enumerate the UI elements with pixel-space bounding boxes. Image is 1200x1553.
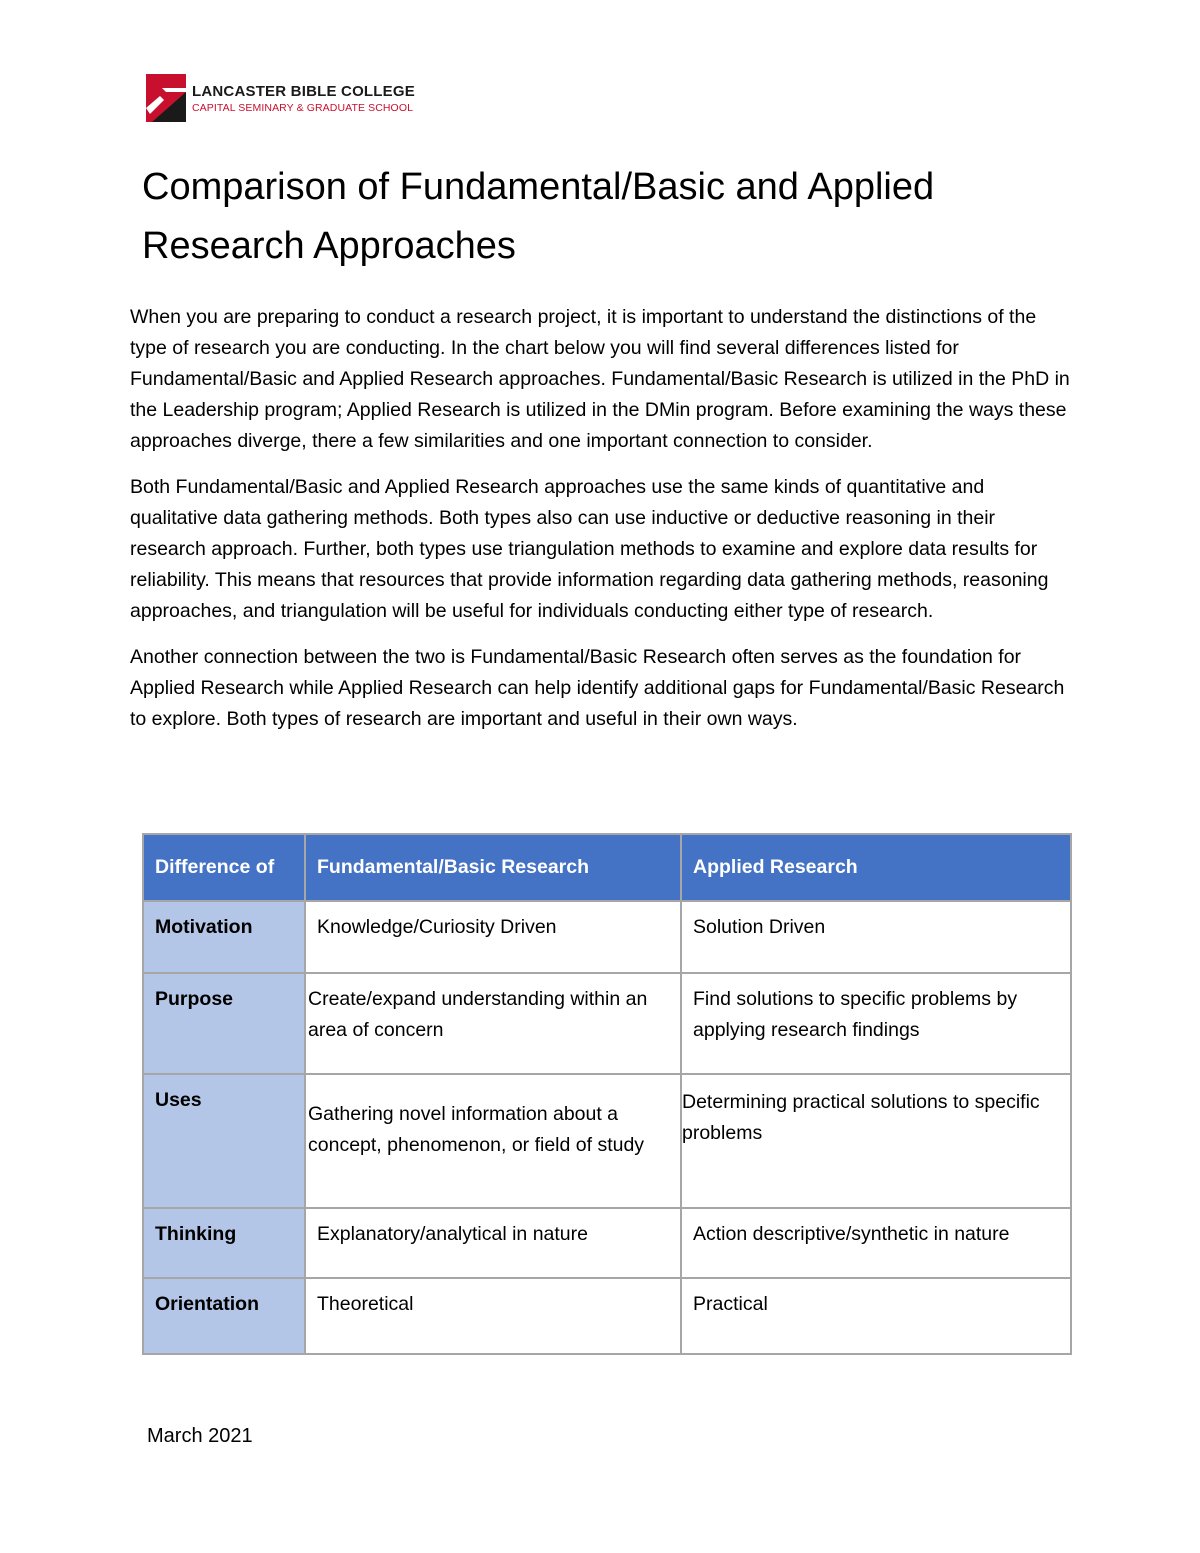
logo-subtitle: CAPITAL SEMINARY & GRADUATE SCHOOL [192, 102, 414, 114]
row-label: Uses [143, 1074, 305, 1208]
row-label: Motivation [143, 901, 305, 973]
paragraph: Both Fundamental/Basic and Applied Research approaches use the same kinds of quantitative and qualitative data gathering methods. Both types also can use inductive or deductive reasoning in their research approach. Further, both types use triangulation methods to examine and explore data results for reliability. This means that resources that provide information regarding data gathering methods, reasoning approaches, and triangulation will be useful for individuals conducting either type of research. [130, 476, 1049, 622]
header-difference-of: Difference of [143, 834, 305, 901]
table-row [143, 1074, 1071, 1208]
basic-cell: Gathering novel information about a concept, phenomenon, or field of study [305, 1074, 681, 1208]
row-label: Thinking [143, 1208, 305, 1278]
row-label: Orientation [143, 1278, 305, 1354]
page-title: Comparison of Fundamental/Basic and Applied Research Approaches [142, 166, 935, 267]
basic-cell: Explanatory/analytical in nature [305, 1208, 681, 1278]
applied-cell: Find solutions to specific problems by applying research findings [681, 973, 1071, 1074]
logo-name: LANCASTER BIBLE COLLEGE [192, 83, 415, 100]
header-applied-research: Applied Research [681, 834, 1071, 901]
basic-cell: Theoretical [305, 1278, 681, 1354]
basic-cell: Create/expand understanding within an area of concern [305, 973, 681, 1074]
applied-cell: Solution Driven [681, 901, 1071, 973]
paragraph: When you are preparing to conduct a research project, it is important to understand the distinctions of the type of research you are conducting. In the chart below you will find several differences listed for Fundamental/Basic and Applied Research approaches. Fundamental/Basic Research is utilized in the PhD in the Leadership program; Applied Research is utilized in the DMin program. Before examining the ways these approaches diverge, there a few similarities and one important connection to consider. [130, 306, 1070, 452]
table-row [143, 901, 1071, 973]
applied-cell: Determining practical solutions to specific problems [681, 1074, 1071, 1208]
footer-date: March 2021 [147, 1425, 253, 1447]
intro-text [130, 302, 1070, 750]
comparison-table [142, 833, 1072, 1355]
logo-mark-icon [146, 74, 186, 122]
table-row [143, 1208, 1071, 1278]
basic-cell: Knowledge/Curiosity Driven [305, 901, 681, 973]
college-logo [146, 74, 415, 122]
table-row [143, 1278, 1071, 1354]
table-header-row [143, 834, 1071, 901]
applied-cell: Action descriptive/synthetic in nature [681, 1208, 1071, 1278]
table-row [143, 973, 1071, 1074]
header-basic-research: Fundamental/Basic Research [305, 834, 681, 901]
applied-cell: Practical [681, 1278, 1071, 1354]
row-label: Purpose [143, 973, 305, 1074]
paragraph: Another connection between the two is Fundamental/Basic Research often serves as the foundation for Applied Research while Applied Research can help identify additional gaps for Fundamental/Basic Research to explore. Both types of research are important and useful in their own ways. [130, 646, 1065, 730]
